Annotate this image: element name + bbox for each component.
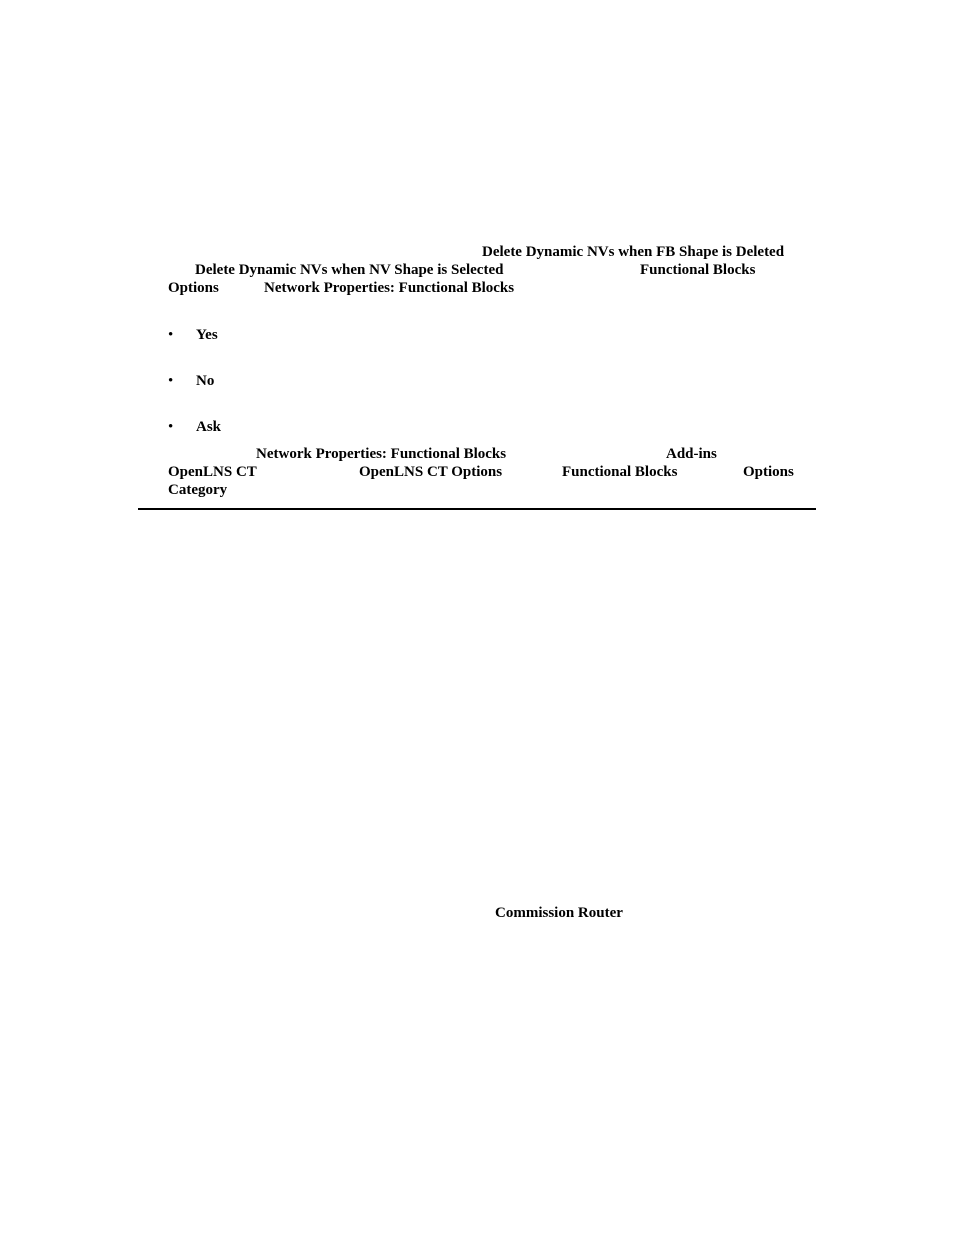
term-options: Options: [743, 464, 794, 480]
list-item-ask: Ask: [196, 419, 222, 435]
term-category: Category: [168, 482, 228, 498]
term-delete-dynamic-nvs-nv-shape: Delete Dynamic NVs when NV Shape is Selected: [195, 262, 504, 278]
term-functional-blocks: Functional Blocks: [562, 464, 678, 480]
term-functional-blocks: Functional Blocks: [640, 262, 756, 278]
list-item-yes: Yes: [196, 327, 218, 343]
list-item-no: No: [196, 373, 215, 389]
section-divider: [138, 508, 816, 510]
term-commission-router: Commission Router: [495, 905, 623, 921]
bullet-icon: •: [168, 419, 174, 435]
term-add-ins: Add-ins: [666, 446, 717, 462]
term-options: Options: [168, 280, 219, 296]
term-openlns-ct: OpenLNS CT: [168, 464, 257, 480]
bullet-icon: •: [168, 327, 174, 343]
term-network-properties-functional-blocks: Network Properties: Functional Blocks: [256, 446, 507, 462]
bullet-icon: •: [168, 373, 174, 389]
term-openlns-ct-options: OpenLNS CT Options: [359, 464, 503, 480]
term-network-properties-functional-blocks: Network Properties: Functional Blocks: [264, 280, 515, 296]
term-delete-dynamic-nvs-fb-shape: Delete Dynamic NVs when FB Shape is Deleted: [482, 244, 785, 260]
